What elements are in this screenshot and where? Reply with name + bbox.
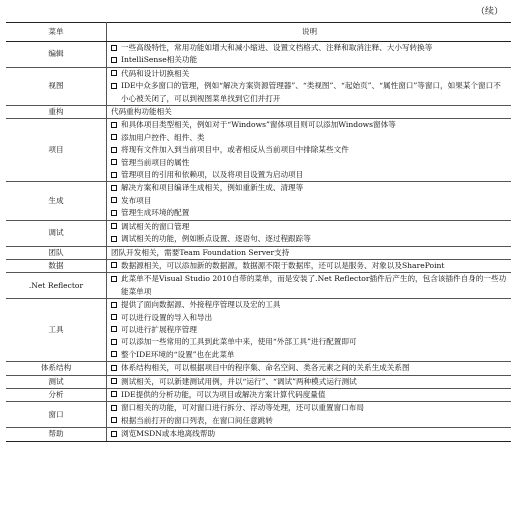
description-text: 提供了面向数据源、外接程序管理以及宏的工具 <box>121 300 281 310</box>
description-text: IntelliSense相关功能 <box>121 55 198 65</box>
description-cell <box>107 428 512 441</box>
description-item <box>111 260 508 272</box>
description-item <box>111 221 508 233</box>
menu-name-cell: 项目 <box>6 119 107 182</box>
description-text: 团队开发相关，需要Team Foundation Server支持 <box>111 247 290 257</box>
description-item <box>111 299 508 311</box>
description-text: 体系结构相关，可以根据项目中的程序集、命名空间、类各元素之间的关系生成关系图 <box>121 363 410 373</box>
description-item <box>111 119 508 131</box>
checkbox-bullet-icon <box>111 326 117 332</box>
checkbox-bullet-icon <box>111 276 117 282</box>
description-cell <box>107 182 512 220</box>
description-text: 调试相关的窗口管理 <box>121 221 190 231</box>
description-text: 发布项目 <box>121 195 152 205</box>
menu-name-cell: 分析 <box>6 388 107 401</box>
description-item <box>111 106 508 118</box>
description-item <box>111 389 508 401</box>
table-row <box>6 67 511 105</box>
menu-name-cell: .Net Reflector <box>6 273 107 299</box>
checkbox-bullet-icon <box>111 172 117 178</box>
menu-name-cell: 调试 <box>6 220 107 246</box>
checkbox-bullet-icon <box>111 417 117 423</box>
menu-name-cell: 团队 <box>6 246 107 259</box>
description-item <box>111 195 508 207</box>
checkbox-bullet-icon <box>111 378 117 384</box>
description-text: 代码和设计切换相关 <box>121 68 190 78</box>
table-row <box>6 402 511 428</box>
description-cell <box>107 375 512 388</box>
table-row <box>6 182 511 220</box>
checkbox-bullet-icon <box>111 134 117 140</box>
table-row <box>6 106 511 119</box>
description-item <box>111 169 508 181</box>
table-row <box>6 246 511 259</box>
checkbox-bullet-icon <box>111 302 117 308</box>
description-text: 根据当前打开的窗口列表，在窗口间任意跳转 <box>121 415 273 425</box>
menu-name-cell: 工具 <box>6 299 107 362</box>
description-item <box>111 132 508 144</box>
checkbox-bullet-icon <box>111 83 117 89</box>
description-cell <box>107 119 512 182</box>
header-desc: 说明 <box>107 23 512 42</box>
table-row <box>6 119 511 182</box>
checkbox-bullet-icon <box>111 159 117 165</box>
table-row <box>6 259 511 272</box>
description-item <box>111 54 508 66</box>
checkbox-bullet-icon <box>111 122 117 128</box>
description-text: 可以进行设置的导入和导出 <box>121 312 213 322</box>
checkbox-bullet-icon <box>111 147 117 153</box>
description-cell <box>107 42 512 68</box>
checkbox-bullet-icon <box>111 57 117 63</box>
description-cell <box>107 402 512 428</box>
table-row <box>6 42 511 68</box>
description-item <box>111 42 508 54</box>
description-text: 可以添加一些常用的工具到此菜单中来，使用“外部工具”进行配置即可 <box>121 337 357 347</box>
checkbox-bullet-icon <box>111 197 117 203</box>
description-text: 管理项目的引用和依赖项，以及将项目设置为启动项目 <box>121 170 304 180</box>
description-item <box>111 182 508 194</box>
checkbox-bullet-icon <box>111 365 117 371</box>
description-text: 数据源相关，可以添加新的数据源，数据源不限于数据库，还可以是服务、对象以及SharePoint <box>121 260 445 270</box>
menu-name-cell: 生成 <box>6 182 107 220</box>
table-row <box>6 388 511 401</box>
table-row <box>6 220 511 246</box>
description-cell <box>107 220 512 246</box>
description-text: 整个IDE环境的“设置”也在此菜单 <box>121 349 235 359</box>
menu-description-table <box>6 22 511 442</box>
checkbox-bullet-icon <box>111 45 117 51</box>
description-item <box>111 312 508 324</box>
checkbox-bullet-icon <box>111 391 117 397</box>
description-item <box>111 415 508 427</box>
description-text: 浏览MSDN或本地离线帮助 <box>121 429 216 439</box>
table-row <box>6 428 511 441</box>
description-text: IDE中众多窗口的管理，例如“解决方案资源管理器”、“类视图”、“起始页”、“属性窗口”等窗口，如果某个窗口不小心被关闭了，可以到视图菜单找到它们并打开 <box>121 81 501 103</box>
menu-name-cell: 窗口 <box>6 402 107 428</box>
description-item <box>111 233 508 245</box>
menu-name-cell: 测试 <box>6 375 107 388</box>
description-text: 管理生成环境的配置 <box>121 208 190 218</box>
description-text: 代码重构功能相关 <box>111 107 172 117</box>
checkbox-bullet-icon <box>111 405 117 411</box>
menu-name-cell: 体系结构 <box>6 362 107 375</box>
checkbox-bullet-icon <box>111 223 117 229</box>
description-cell <box>107 67 512 105</box>
description-item <box>111 402 508 414</box>
description-cell <box>107 259 512 272</box>
description-text: 解决方案和项目编译生成相关，例如重新生成、清理等 <box>121 183 304 193</box>
description-cell <box>107 388 512 401</box>
description-item <box>111 157 508 169</box>
description-text: 添加用户控件、组件、类 <box>121 132 205 142</box>
description-text: 一些高级特性，常用功能如增大和减小缩进、设置文档格式、注释和取消注释、大小写转换等 <box>121 43 433 52</box>
description-text: 将现有文件加入到当前项目中，或者相反从当前项目中排除某些文件 <box>121 145 349 155</box>
description-text: 可以进行扩展程序管理 <box>121 324 197 334</box>
checkbox-bullet-icon <box>111 351 117 357</box>
table-header-row <box>6 23 511 42</box>
description-item <box>111 349 508 361</box>
description-text: 测试相关，可以新建测试用例，并以“运行”、“调试”两种模式运行测试 <box>121 376 357 386</box>
description-cell <box>107 362 512 375</box>
description-item <box>111 324 508 336</box>
description-item <box>111 273 508 298</box>
menu-name-cell: 编辑 <box>6 42 107 68</box>
description-text: 窗口相关的功能，可对窗口进行拆分、浮动等处理，还可以重置窗口布局 <box>121 403 364 413</box>
description-cell <box>107 246 512 259</box>
checkbox-bullet-icon <box>111 236 117 242</box>
table-row <box>6 375 511 388</box>
description-item <box>111 207 508 219</box>
description-item <box>111 336 508 348</box>
description-text: 此菜单不是Visual Studio 2010自带的菜单，而是安装了.Net Reflector插件后产生的，包含该插件自身的一些功能菜单项 <box>121 274 507 296</box>
description-item <box>111 68 508 80</box>
description-item <box>111 144 508 156</box>
checkbox-bullet-icon <box>111 314 117 320</box>
table-row <box>6 273 511 299</box>
continued-label: （续） <box>475 7 503 17</box>
table-body <box>6 42 511 442</box>
description-text: 调试相关的功能，例如断点设置、逐语句、逐过程跟踪等 <box>121 234 311 244</box>
description-item <box>111 428 508 440</box>
description-text: IDE提供的分析功能，可以为项目或解决方案计算代码度量值 <box>121 389 326 399</box>
table-row <box>6 362 511 375</box>
description-text: 管理当前项目的属性 <box>121 157 190 167</box>
checkbox-bullet-icon <box>111 339 117 345</box>
description-item <box>111 247 508 259</box>
checkbox-bullet-icon <box>111 210 117 216</box>
description-item <box>111 362 508 374</box>
checkbox-bullet-icon <box>111 70 117 76</box>
checkbox-bullet-icon <box>111 431 117 437</box>
description-cell <box>107 299 512 362</box>
description-cell <box>107 106 512 119</box>
description-item <box>111 376 508 388</box>
menu-name-cell: 帮助 <box>6 428 107 441</box>
description-text: 和具体项目类型相关，例如对于“Windows”窗体项目则可以添加Windows窗体等 <box>121 120 396 130</box>
checkbox-bullet-icon <box>111 262 117 268</box>
checkbox-bullet-icon <box>111 185 117 191</box>
menu-name-cell: 数据 <box>6 259 107 272</box>
description-item <box>111 80 508 105</box>
menu-name-cell: 视图 <box>6 67 107 105</box>
header-menu: 菜单 <box>6 23 107 42</box>
menu-name-cell: 重构 <box>6 106 107 119</box>
table-row <box>6 299 511 362</box>
description-cell <box>107 273 512 299</box>
